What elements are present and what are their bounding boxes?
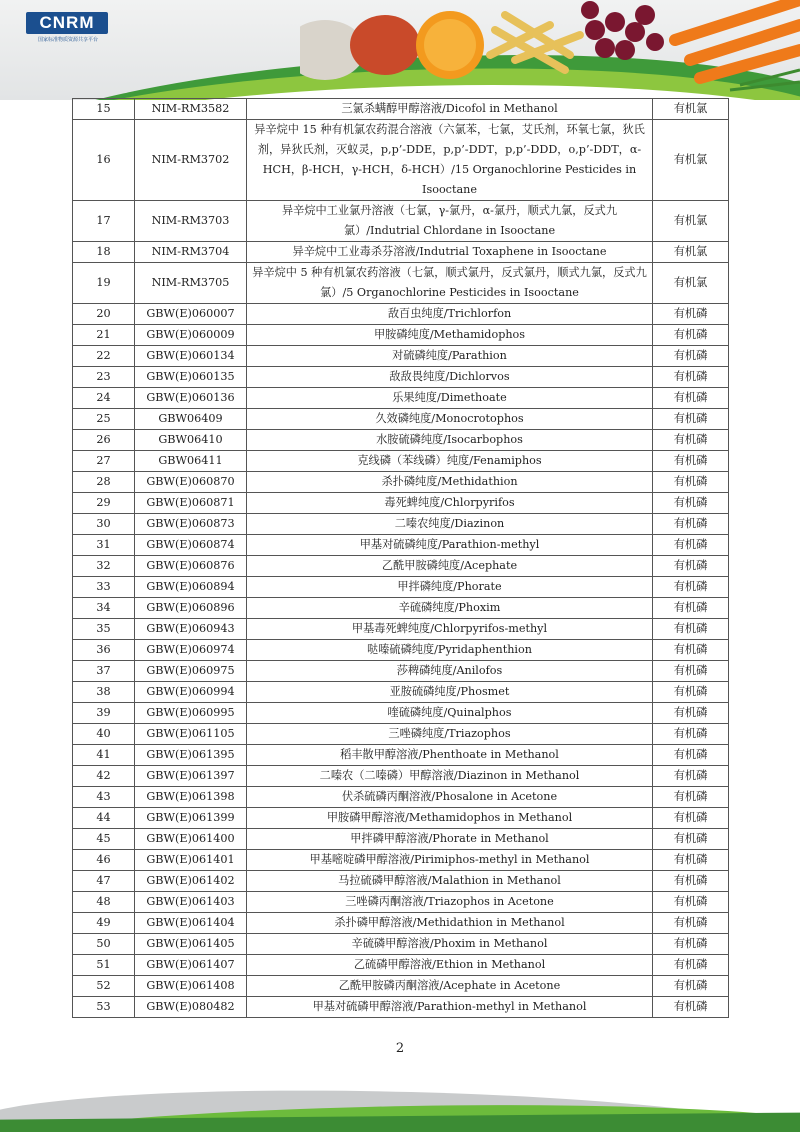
product-name-cell: 毒死蜱纯度/Chlorpyrifos	[247, 493, 653, 514]
table-row	[73, 745, 729, 766]
product-name-cell: 敌敌畏纯度/Dichlorvos	[247, 367, 653, 388]
cnrm-logo	[26, 12, 110, 46]
table-row	[73, 997, 729, 1018]
row-number-cell: 47	[73, 871, 135, 892]
row-number-cell: 43	[73, 787, 135, 808]
product-code-cell: NIM-RM3703	[135, 201, 247, 242]
product-code-cell: GBW(E)061403	[135, 892, 247, 913]
table-row	[73, 913, 729, 934]
category-cell: 有机磷	[653, 661, 729, 682]
product-code-cell: NIM-RM3704	[135, 242, 247, 263]
table-row	[73, 325, 729, 346]
category-cell: 有机磷	[653, 640, 729, 661]
table-row	[73, 367, 729, 388]
product-name-cell: 杀扑磷甲醇溶液/Methidathion in Methanol	[247, 913, 653, 934]
row-number-cell: 34	[73, 598, 135, 619]
product-name-cell: 三唑磷丙酮溶液/Triazophos in Acetone	[247, 892, 653, 913]
product-name-cell: 甲基对硫磷甲醇溶液/Parathion-methyl in Methanol	[247, 997, 653, 1018]
table-row	[73, 577, 729, 598]
product-code-cell: GBW(E)080482	[135, 997, 247, 1018]
table-body	[73, 99, 729, 1018]
product-code-cell: GBW(E)060876	[135, 556, 247, 577]
row-number-cell: 41	[73, 745, 135, 766]
category-cell: 有机氯	[653, 263, 729, 304]
row-number-cell: 40	[73, 724, 135, 745]
table-row	[73, 535, 729, 556]
category-cell: 有机磷	[653, 598, 729, 619]
product-code-cell: GBW(E)061397	[135, 766, 247, 787]
product-name-cell: 甲基对硫磷纯度/Parathion-methyl	[247, 535, 653, 556]
product-name-cell: 克线磷（苯线磷）纯度/Fenamiphos	[247, 451, 653, 472]
product-code-cell: GBW(E)060943	[135, 619, 247, 640]
row-number-cell: 19	[73, 263, 135, 304]
product-name-cell: 乙酰甲胺磷丙酮溶液/Acephate in Acetone	[247, 976, 653, 997]
product-code-cell: GBW(E)061400	[135, 829, 247, 850]
category-cell: 有机磷	[653, 472, 729, 493]
row-number-cell: 45	[73, 829, 135, 850]
table-row	[73, 242, 729, 263]
category-cell: 有机磷	[653, 451, 729, 472]
product-code-cell: GBW(E)061398	[135, 787, 247, 808]
table-row	[73, 892, 729, 913]
row-number-cell: 35	[73, 619, 135, 640]
category-cell: 有机磷	[653, 976, 729, 997]
product-name-cell: 亚胺硫磷纯度/Phosmet	[247, 682, 653, 703]
category-cell: 有机磷	[653, 850, 729, 871]
product-code-cell: GBW(E)060135	[135, 367, 247, 388]
product-code-cell: GBW(E)061399	[135, 808, 247, 829]
category-cell: 有机磷	[653, 766, 729, 787]
table-row	[73, 682, 729, 703]
category-cell: 有机氯	[653, 201, 729, 242]
category-cell: 有机氯	[653, 99, 729, 120]
row-number-cell: 39	[73, 703, 135, 724]
row-number-cell: 22	[73, 346, 135, 367]
category-cell: 有机磷	[653, 367, 729, 388]
product-code-cell: GBW(E)060975	[135, 661, 247, 682]
category-cell: 有机磷	[653, 304, 729, 325]
product-name-cell: 久效磷纯度/Monocrotophos	[247, 409, 653, 430]
product-code-cell: GBW(E)060896	[135, 598, 247, 619]
row-number-cell: 52	[73, 976, 135, 997]
row-number-cell: 32	[73, 556, 135, 577]
category-cell: 有机磷	[653, 388, 729, 409]
product-code-cell: GBW(E)061407	[135, 955, 247, 976]
category-cell: 有机磷	[653, 724, 729, 745]
row-number-cell: 38	[73, 682, 135, 703]
row-number-cell: 16	[73, 120, 135, 201]
table-row	[73, 976, 729, 997]
category-cell: 有机磷	[653, 871, 729, 892]
product-name-cell: 甲胺磷甲醇溶液/Methamidophos in Methanol	[247, 808, 653, 829]
product-code-cell: NIM-RM3582	[135, 99, 247, 120]
table-row	[73, 619, 729, 640]
table-row	[73, 661, 729, 682]
product-code-cell: GBW(E)061402	[135, 871, 247, 892]
product-code-cell: GBW06410	[135, 430, 247, 451]
category-cell: 有机氯	[653, 120, 729, 201]
product-name-cell: 二嗪农纯度/Diazinon	[247, 514, 653, 535]
table-row	[73, 787, 729, 808]
product-name-cell: 莎稗磷纯度/Anilofos	[247, 661, 653, 682]
product-code-cell: GBW(E)060009	[135, 325, 247, 346]
category-cell: 有机磷	[653, 955, 729, 976]
product-code-cell: GBW(E)060894	[135, 577, 247, 598]
product-code-cell: GBW(E)060134	[135, 346, 247, 367]
product-code-cell: GBW(E)061395	[135, 745, 247, 766]
row-number-cell: 27	[73, 451, 135, 472]
category-cell: 有机磷	[653, 682, 729, 703]
category-cell: 有机磷	[653, 556, 729, 577]
product-name-cell: 稻丰散甲醇溶液/Phenthoate in Methanol	[247, 745, 653, 766]
product-code-cell: GBW(E)060136	[135, 388, 247, 409]
product-code-cell: GBW(E)060871	[135, 493, 247, 514]
product-name-cell: 乐果纯度/Dimethoate	[247, 388, 653, 409]
product-name-cell: 异辛烷中工业毒杀芬溶液/Indutrial Toxaphene in Isooctane	[247, 242, 653, 263]
product-name-cell: 甲基嘧啶磷甲醇溶液/Pirimiphos-methyl in Methanol	[247, 850, 653, 871]
product-name-cell: 乙酰甲胺磷纯度/Acephate	[247, 556, 653, 577]
category-cell: 有机氯	[653, 242, 729, 263]
row-number-cell: 24	[73, 388, 135, 409]
page-footer	[0, 1080, 800, 1132]
page-header	[0, 0, 800, 100]
table-row	[73, 493, 729, 514]
product-code-cell: NIM-RM3705	[135, 263, 247, 304]
product-name-cell: 三氯杀螨醇甲醇溶液/Dicofol in Methanol	[247, 99, 653, 120]
product-code-cell: GBW(E)061408	[135, 976, 247, 997]
row-number-cell: 26	[73, 430, 135, 451]
table-row	[73, 388, 729, 409]
product-code-cell: NIM-RM3702	[135, 120, 247, 201]
logo-subtitle: 国家标准物质资源共享平台	[37, 37, 98, 43]
category-cell: 有机磷	[653, 997, 729, 1018]
product-name-cell: 乙硫磷甲醇溶液/Ethion in Methanol	[247, 955, 653, 976]
table-row	[73, 451, 729, 472]
product-code-cell: GBW(E)061401	[135, 850, 247, 871]
row-number-cell: 28	[73, 472, 135, 493]
product-name-cell: 二嗪农（二嗪磷）甲醇溶液/Diazinon in Methanol	[247, 766, 653, 787]
table-row	[73, 99, 729, 120]
product-name-cell: 甲胺磷纯度/Methamidophos	[247, 325, 653, 346]
product-code-cell: GBW(E)060994	[135, 682, 247, 703]
row-number-cell: 29	[73, 493, 135, 514]
table-row	[73, 955, 729, 976]
table-row	[73, 850, 729, 871]
product-code-cell: GBW(E)061404	[135, 913, 247, 934]
product-name-cell: 喹硫磷纯度/Quinalphos	[247, 703, 653, 724]
category-cell: 有机磷	[653, 913, 729, 934]
table-row	[73, 430, 729, 451]
product-code-cell: GBW(E)061105	[135, 724, 247, 745]
table-row	[73, 514, 729, 535]
row-number-cell: 33	[73, 577, 135, 598]
table-row	[73, 304, 729, 325]
row-number-cell: 49	[73, 913, 135, 934]
table-row	[73, 766, 729, 787]
row-number-cell: 36	[73, 640, 135, 661]
category-cell: 有机磷	[653, 892, 729, 913]
table-row	[73, 409, 729, 430]
category-cell: 有机磷	[653, 703, 729, 724]
table-row	[73, 703, 729, 724]
product-name-cell: 马拉硫磷甲醇溶液/Malathion in Methanol	[247, 871, 653, 892]
table-row	[73, 263, 729, 304]
row-number-cell: 42	[73, 766, 135, 787]
table-row	[73, 724, 729, 745]
row-number-cell: 21	[73, 325, 135, 346]
table-row	[73, 472, 729, 493]
row-number-cell: 51	[73, 955, 135, 976]
product-code-cell: GBW(E)060995	[135, 703, 247, 724]
table-row	[73, 346, 729, 367]
row-number-cell: 37	[73, 661, 135, 682]
category-cell: 有机磷	[653, 829, 729, 850]
table-row	[73, 871, 729, 892]
row-number-cell: 44	[73, 808, 135, 829]
product-code-cell: GBW(E)060870	[135, 472, 247, 493]
product-code-cell: GBW(E)061405	[135, 934, 247, 955]
table-row	[73, 120, 729, 201]
row-number-cell: 46	[73, 850, 135, 871]
category-cell: 有机磷	[653, 934, 729, 955]
product-code-cell: GBW(E)060873	[135, 514, 247, 535]
vegetables-banner-image	[300, 0, 800, 100]
table-row	[73, 640, 729, 661]
row-number-cell: 20	[73, 304, 135, 325]
category-cell: 有机磷	[653, 745, 729, 766]
product-name-cell: 辛硫磷甲醇溶液/Phoxim in Methanol	[247, 934, 653, 955]
product-code-cell: GBW(E)060874	[135, 535, 247, 556]
logo-text: CNRM	[26, 12, 108, 34]
category-cell: 有机磷	[653, 514, 729, 535]
product-code-cell: GBW(E)060974	[135, 640, 247, 661]
category-cell: 有机磷	[653, 808, 729, 829]
category-cell: 有机磷	[653, 493, 729, 514]
category-cell: 有机磷	[653, 577, 729, 598]
page-number: 2	[395, 1041, 405, 1056]
row-number-cell: 31	[73, 535, 135, 556]
product-name-cell: 伏杀硫磷丙酮溶液/Phosalone in Acetone	[247, 787, 653, 808]
product-name-cell: 异辛烷中 15 种有机氯农药混合溶液（六氯苯，七氯，艾氏剂，环氧七氯，狄氏剂，异狄氏剂，灭蚁灵，p,p’-DDE，p,p’-DDT，p,p’-DDD，o,p’-DDT，α-HCH，β-HCH，γ-HCH，δ-HCH）/15 Organochlorine Pesticides in Isooctane	[247, 120, 653, 201]
row-number-cell: 30	[73, 514, 135, 535]
table-row	[73, 598, 729, 619]
row-number-cell: 18	[73, 242, 135, 263]
product-name-cell: 甲拌磷纯度/Phorate	[247, 577, 653, 598]
product-name-cell: 水胺硫磷纯度/Isocarbophos	[247, 430, 653, 451]
product-name-cell: 异辛烷中工业氯丹溶液（七氯，γ-氯丹，α-氯丹，顺式九氯，反式九氯）/Indutrial Chlordane in Isooctane	[247, 201, 653, 242]
product-code-cell: GBW06411	[135, 451, 247, 472]
table-row	[73, 201, 729, 242]
table-row	[73, 934, 729, 955]
category-cell: 有机磷	[653, 409, 729, 430]
product-name-cell: 异辛烷中 5 种有机氯农药溶液（七氯，顺式氯丹，反式氯丹，顺式九氯，反式九氯）/5 Organochlorine Pesticides in Isooctane	[247, 263, 653, 304]
table-row	[73, 556, 729, 577]
product-name-cell: 杀扑磷纯度/Methidathion	[247, 472, 653, 493]
row-number-cell: 50	[73, 934, 135, 955]
category-cell: 有机磷	[653, 535, 729, 556]
reference-materials-table	[72, 98, 729, 1018]
category-cell: 有机磷	[653, 430, 729, 451]
category-cell: 有机磷	[653, 787, 729, 808]
row-number-cell: 15	[73, 99, 135, 120]
product-code-cell: GBW06409	[135, 409, 247, 430]
product-code-cell: GBW(E)060007	[135, 304, 247, 325]
product-name-cell: 甲基毒死蜱纯度/Chlorpyrifos-methyl	[247, 619, 653, 640]
product-name-cell: 敌百虫纯度/Trichlorfon	[247, 304, 653, 325]
row-number-cell: 48	[73, 892, 135, 913]
table-row	[73, 829, 729, 850]
row-number-cell: 25	[73, 409, 135, 430]
product-name-cell: 甲拌磷甲醇溶液/Phorate in Methanol	[247, 829, 653, 850]
row-number-cell: 17	[73, 201, 135, 242]
row-number-cell: 53	[73, 997, 135, 1018]
row-number-cell: 23	[73, 367, 135, 388]
category-cell: 有机磷	[653, 619, 729, 640]
product-name-cell: 三唑磷纯度/Triazophos	[247, 724, 653, 745]
category-cell: 有机磷	[653, 346, 729, 367]
category-cell: 有机磷	[653, 325, 729, 346]
product-name-cell: 哒嗪硫磷纯度/Pyridaphenthion	[247, 640, 653, 661]
table-row	[73, 808, 729, 829]
product-name-cell: 对硫磷纯度/Parathion	[247, 346, 653, 367]
product-name-cell: 辛硫磷纯度/Phoxim	[247, 598, 653, 619]
